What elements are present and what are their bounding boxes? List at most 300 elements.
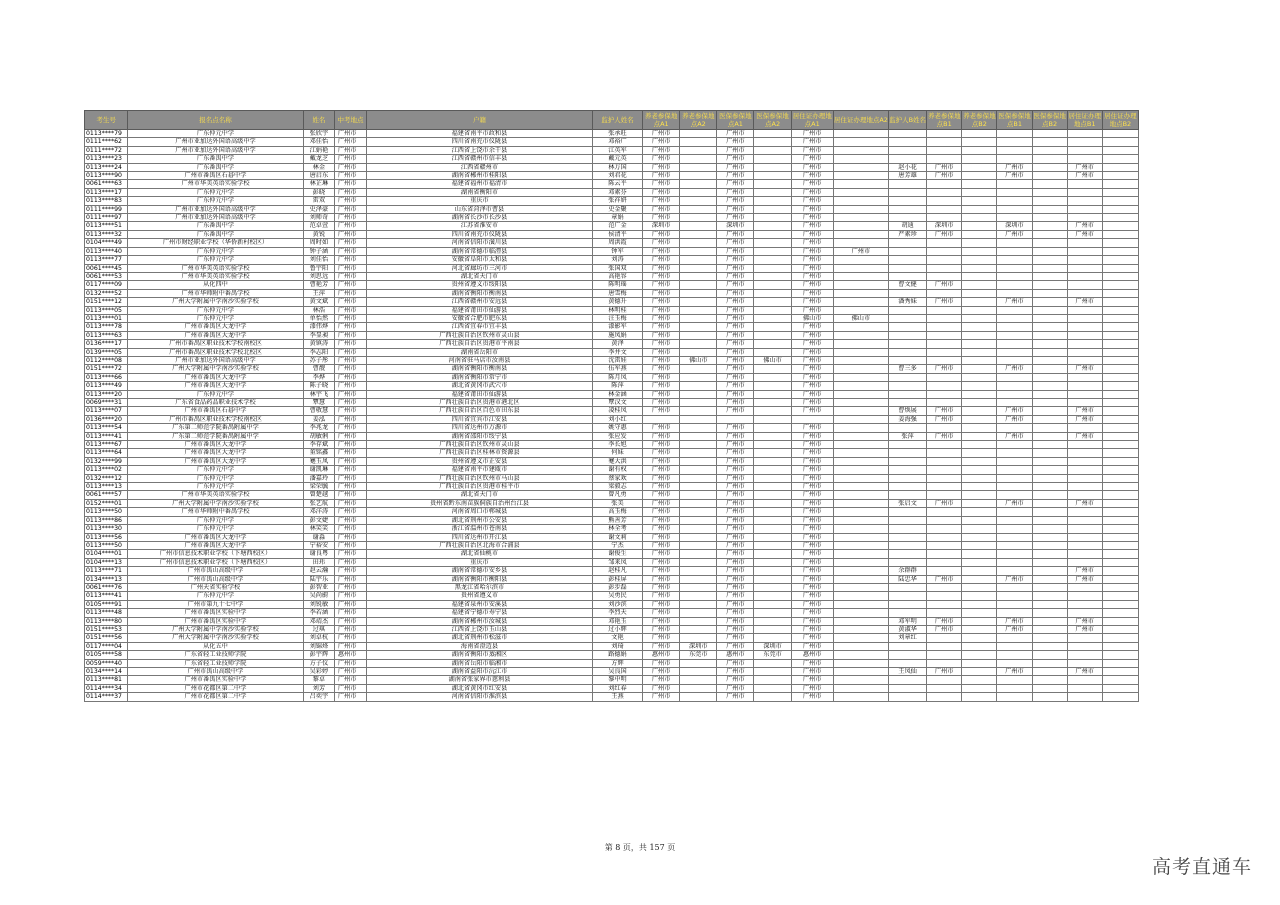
- table-cell: [754, 172, 791, 180]
- table-cell: [997, 651, 1032, 659]
- table-cell: [927, 272, 962, 280]
- table-cell: [1102, 592, 1138, 600]
- table-cell: [1102, 230, 1138, 238]
- table-cell: 广州市: [791, 499, 833, 507]
- table-cell: [1032, 331, 1067, 339]
- table-cell: [997, 592, 1032, 600]
- table-cell: 广州大学附属中学南沙实验学校: [128, 625, 304, 633]
- table-cell: [997, 331, 1032, 339]
- table-cell: [1067, 390, 1102, 398]
- table-cell: 广州市: [717, 625, 754, 633]
- table-cell: 刘章红: [888, 634, 926, 642]
- table-cell: [927, 609, 962, 617]
- table-cell: [680, 415, 717, 423]
- table-cell: 张萍: [888, 432, 926, 440]
- table-cell: 广州市: [643, 609, 680, 617]
- table-cell: 广州市: [791, 399, 833, 407]
- table-cell: [754, 676, 791, 684]
- table-cell: [754, 264, 791, 272]
- table-cell: [754, 390, 791, 398]
- table-cell: 余群群: [888, 567, 926, 575]
- table-cell: 河南省信阳市淮滨县: [367, 693, 593, 701]
- table-cell: [1032, 306, 1067, 314]
- table-cell: 湖南省邵阳市绥宁县: [367, 432, 593, 440]
- table-cell: 广州市: [643, 356, 680, 364]
- table-cell: [1067, 676, 1102, 684]
- table-cell: [997, 600, 1032, 608]
- table-cell: 广州大学附属中学南沙实验学校: [128, 634, 304, 642]
- table-body: [85, 130, 1139, 702]
- table-cell: [754, 600, 791, 608]
- table-cell: [1032, 642, 1067, 650]
- table-cell: 广州市番禺区大龙中学: [128, 331, 304, 339]
- table-cell: 广州市: [791, 382, 833, 390]
- table-cell: 广州市: [791, 567, 833, 575]
- table-cell: 广州市: [791, 533, 833, 541]
- column-header: 居住证办理地点B1: [1068, 112, 1101, 128]
- table-cell: 广州市: [791, 583, 833, 591]
- table-cell: [888, 331, 926, 339]
- table-cell: 曾凡勇: [592, 491, 642, 499]
- table-cell: 湖南省常德市安乡县: [367, 567, 593, 575]
- table-cell: [680, 659, 717, 667]
- table-cell: [1032, 449, 1067, 457]
- table-cell: 0113****77: [85, 256, 128, 264]
- table-cell: [1067, 205, 1102, 213]
- table-cell: [962, 230, 997, 238]
- table-cell: [888, 180, 926, 188]
- table-cell: 伍军燕: [592, 365, 642, 373]
- table-cell: 广州市: [643, 214, 680, 222]
- table-cell: 广州市: [334, 314, 366, 322]
- table-cell: 广州市: [643, 197, 680, 205]
- table-cell: 广州市: [717, 600, 754, 608]
- table-cell: 0139****05: [85, 348, 128, 356]
- table-cell: 彭智亚: [303, 583, 334, 591]
- table-cell: 广州市: [717, 306, 754, 314]
- table-cell: [833, 239, 888, 247]
- table-cell: [1102, 264, 1138, 272]
- table-cell: 广州市华美英语实验学校: [128, 491, 304, 499]
- table-header-row: [85, 111, 1139, 130]
- table-row: [85, 348, 1139, 356]
- table-cell: 曹敬慧: [303, 407, 334, 415]
- table-cell: [1102, 180, 1138, 188]
- table-cell: [680, 575, 717, 583]
- table-cell: 吴尚蔚: [303, 592, 334, 600]
- table-cell: [927, 634, 962, 642]
- table-cell: 广州市: [717, 533, 754, 541]
- table-cell: 广州市: [791, 676, 833, 684]
- table-cell: [754, 424, 791, 432]
- table-row: [85, 289, 1139, 297]
- table-cell: 广州市: [717, 272, 754, 280]
- table-row: [85, 575, 1139, 583]
- table-row: [85, 356, 1139, 364]
- table-cell: [927, 541, 962, 549]
- table-cell: [1102, 457, 1138, 465]
- table-cell: [997, 516, 1032, 524]
- table-cell: 广东省食品药品职业技术学校: [128, 399, 304, 407]
- table-cell: [833, 634, 888, 642]
- table-cell: 张国双: [592, 264, 642, 272]
- table-cell: 0132****99: [85, 457, 128, 465]
- table-cell: 熊善芳: [592, 516, 642, 524]
- table-cell: [1032, 558, 1067, 566]
- table-cell: 史金聚: [592, 205, 642, 213]
- table-cell: 田玮: [303, 558, 334, 566]
- table-cell: 方辉: [592, 659, 642, 667]
- table-cell: [1032, 146, 1067, 154]
- table-cell: 广州市华美英语实验学校: [128, 180, 304, 188]
- table-cell: 湖南省岳阳市: [367, 348, 593, 356]
- table-cell: [997, 289, 1032, 297]
- table-cell: 广州市: [643, 483, 680, 491]
- table-cell: 广州市: [334, 298, 366, 306]
- table-cell: 邓洋涛: [303, 508, 334, 516]
- table-cell: 0113****50: [85, 508, 128, 516]
- table-cell: 从化四中: [128, 281, 304, 289]
- table-cell: 广州市: [791, 541, 833, 549]
- table-cell: [927, 516, 962, 524]
- table-cell: [997, 693, 1032, 701]
- table-cell: 广州市: [717, 256, 754, 264]
- table-cell: 方子仪: [303, 659, 334, 667]
- table-cell: [962, 197, 997, 205]
- table-cell: [791, 415, 833, 423]
- table-cell: [833, 508, 888, 516]
- table-cell: 广州市: [791, 575, 833, 583]
- table-cell: 广州市: [791, 289, 833, 297]
- table-row: [85, 441, 1139, 449]
- table-cell: [962, 525, 997, 533]
- table-cell: [833, 222, 888, 230]
- table-cell: 广州市: [643, 432, 680, 440]
- table-cell: [754, 205, 791, 213]
- table-cell: [833, 197, 888, 205]
- table-cell: [962, 331, 997, 339]
- table-row: [85, 247, 1139, 255]
- table-cell: 福建省宁德市寿宁县: [367, 609, 593, 617]
- table-cell: 广州市: [791, 348, 833, 356]
- table-cell: [997, 441, 1032, 449]
- table-cell: [1067, 642, 1102, 650]
- table-cell: 广州市: [791, 592, 833, 600]
- table-cell: [754, 533, 791, 541]
- table-cell: [1102, 399, 1138, 407]
- table-cell: 0105****58: [85, 651, 128, 659]
- table-cell: 广州市: [791, 323, 833, 331]
- table-cell: 彭步磊: [592, 583, 642, 591]
- table-cell: [833, 163, 888, 171]
- table-cell: [962, 130, 997, 138]
- table-cell: [927, 508, 962, 516]
- table-cell: 广州市: [334, 600, 366, 608]
- table-cell: [962, 172, 997, 180]
- table-cell: [833, 264, 888, 272]
- table-cell: [1032, 508, 1067, 516]
- table-cell: [962, 298, 997, 306]
- table-cell: [997, 541, 1032, 549]
- table-cell: 广东番禺中学: [128, 230, 304, 238]
- table-cell: [680, 239, 717, 247]
- table-cell: [1067, 197, 1102, 205]
- table-cell: [888, 130, 926, 138]
- table-cell: 广东仲元中学: [128, 474, 304, 482]
- table-cell: [754, 516, 791, 524]
- page-footer: 第 8 页，共 157 页: [604, 843, 676, 852]
- table-cell: 广州市: [334, 550, 366, 558]
- table-cell: 湖北省黄冈市红安县: [367, 684, 593, 692]
- table-cell: [680, 449, 717, 457]
- table-cell: [888, 609, 926, 617]
- table-cell: [1032, 298, 1067, 306]
- table-cell: 0113****79: [85, 130, 128, 138]
- table-cell: 湖北省天门市: [367, 491, 593, 499]
- table-cell: 姜泓: [303, 415, 334, 423]
- table-cell: [680, 256, 717, 264]
- table-cell: [962, 583, 997, 591]
- table-cell: 范广金: [592, 222, 642, 230]
- table-cell: 广州市: [643, 693, 680, 701]
- table-cell: [680, 172, 717, 180]
- table-cell: 0113****90: [85, 172, 128, 180]
- table-cell: [833, 625, 888, 633]
- table-cell: 0117****09: [85, 281, 128, 289]
- table-cell: [1102, 466, 1138, 474]
- table-cell: 0151****12: [85, 298, 128, 306]
- table-cell: [680, 155, 717, 163]
- table-cell: [1067, 239, 1102, 247]
- table-cell: [833, 146, 888, 154]
- table-cell: [833, 289, 888, 297]
- table-cell: 广州市: [334, 138, 366, 146]
- table-cell: 广州市: [717, 609, 754, 617]
- table-row: [85, 214, 1139, 222]
- table-cell: 广州市: [791, 558, 833, 566]
- table-cell: [962, 466, 997, 474]
- table-cell: 湖北省荆州市公安县: [367, 516, 593, 524]
- table-cell: 0151****72: [85, 365, 128, 373]
- table-cell: [1032, 256, 1067, 264]
- table-cell: 广州市番禺区大龙中学: [128, 441, 304, 449]
- table-cell: [833, 516, 888, 524]
- table-cell: 广西壮族自治区桂林市资源县: [367, 449, 593, 457]
- table-cell: 广州市: [334, 180, 366, 188]
- table-cell: [888, 516, 926, 524]
- table-cell: 广州市: [643, 634, 680, 642]
- table-cell: 广州市: [334, 684, 366, 692]
- table-cell: [1032, 172, 1067, 180]
- table-cell: 广州市: [334, 668, 366, 676]
- table-cell: [962, 390, 997, 398]
- table-cell: 深圳市: [643, 222, 680, 230]
- table-cell: [1067, 541, 1102, 549]
- table-cell: [1032, 365, 1067, 373]
- table-cell: [680, 457, 717, 465]
- table-cell: [1032, 659, 1067, 667]
- table-cell: 广州市: [334, 382, 366, 390]
- table-cell: 广西壮族自治区钦州市灵山县: [367, 331, 593, 339]
- table-cell: [1032, 466, 1067, 474]
- table-cell: 谢文莉: [592, 533, 642, 541]
- table-cell: [1032, 550, 1067, 558]
- table-cell: 0113****49: [85, 382, 128, 390]
- table-cell: 林明桂: [592, 306, 642, 314]
- table-cell: 李志阳: [303, 348, 334, 356]
- table-cell: 彭宇辉: [303, 651, 334, 659]
- table-cell: 潘秀妹: [888, 298, 926, 306]
- table-cell: 广州市: [334, 373, 366, 381]
- table-cell: 广州市: [717, 163, 754, 171]
- table-cell: 广州天省实验学校: [128, 583, 304, 591]
- table-cell: [888, 306, 926, 314]
- table-cell: [833, 457, 888, 465]
- table-row: [85, 491, 1139, 499]
- table-cell: 广州市: [334, 340, 366, 348]
- table-cell: [680, 230, 717, 238]
- table-cell: [833, 592, 888, 600]
- table-cell: [1032, 592, 1067, 600]
- table-cell: 广州市: [334, 407, 366, 415]
- table-cell: [927, 390, 962, 398]
- table-cell: [1032, 407, 1067, 415]
- table-cell: [1102, 323, 1138, 331]
- table-cell: [754, 281, 791, 289]
- table-cell: [927, 651, 962, 659]
- table-cell: 0113****17: [85, 188, 128, 196]
- table-cell: [962, 558, 997, 566]
- table-cell: [927, 684, 962, 692]
- table-cell: [962, 441, 997, 449]
- table-cell: [1067, 441, 1102, 449]
- table-cell: [833, 348, 888, 356]
- table-cell: [754, 256, 791, 264]
- table-cell: 江英军: [592, 146, 642, 154]
- table-row: [85, 365, 1139, 373]
- table-cell: [962, 491, 997, 499]
- table-cell: [1032, 424, 1067, 432]
- table-cell: 邓军明: [888, 617, 926, 625]
- table-cell: [680, 441, 717, 449]
- table-cell: 广州市: [643, 323, 680, 331]
- table-cell: [927, 642, 962, 650]
- table-cell: [754, 693, 791, 701]
- table-cell: 0059****40: [85, 659, 128, 667]
- table-cell: [1102, 172, 1138, 180]
- table-cell: [833, 390, 888, 398]
- table-cell: 广州市: [791, 138, 833, 146]
- table-cell: 0152****01: [85, 499, 128, 507]
- table-cell: 广州市: [643, 340, 680, 348]
- table-cell: [888, 146, 926, 154]
- table-row: [85, 230, 1139, 238]
- table-cell: 宁裕安: [303, 541, 334, 549]
- table-cell: [1067, 256, 1102, 264]
- table-cell: [888, 466, 926, 474]
- table-cell: [1032, 600, 1067, 608]
- table-cell: [927, 550, 962, 558]
- table-cell: [927, 474, 962, 482]
- table-cell: [1032, 457, 1067, 465]
- table-cell: 河北省廊坊市三河市: [367, 264, 593, 272]
- table-row: [85, 457, 1139, 465]
- table-cell: [754, 340, 791, 348]
- table-cell: 广州市番禺区职业技术学校北校区: [128, 348, 304, 356]
- table-cell: 广州市: [791, 390, 833, 398]
- table-cell: [680, 188, 717, 196]
- table-cell: 广东省轻工业技师学院: [128, 651, 304, 659]
- table-cell: 广州市: [643, 146, 680, 154]
- table-cell: [754, 180, 791, 188]
- table-cell: [680, 567, 717, 575]
- table-cell: 0113****48: [85, 609, 128, 617]
- table-cell: [680, 348, 717, 356]
- table-cell: [833, 441, 888, 449]
- table-cell: 0113****63: [85, 331, 128, 339]
- table-cell: 林万国: [592, 163, 642, 171]
- table-cell: 惠州市: [791, 651, 833, 659]
- table-cell: 0113****41: [85, 432, 128, 440]
- table-cell: [962, 365, 997, 373]
- table-cell: [1032, 382, 1067, 390]
- table-cell: 广州市: [717, 558, 754, 566]
- table-cell: 广州市: [717, 432, 754, 440]
- table-cell: [754, 625, 791, 633]
- table-cell: 广州市: [791, 449, 833, 457]
- table-cell: [754, 415, 791, 423]
- table-cell: 唐启东: [303, 172, 334, 180]
- table-row: [85, 197, 1139, 205]
- table-cell: [680, 390, 717, 398]
- table-cell: [962, 508, 997, 516]
- table-cell: [1102, 525, 1138, 533]
- table-cell: [888, 239, 926, 247]
- table-cell: [754, 583, 791, 591]
- table-cell: 广州市: [997, 575, 1032, 583]
- table-cell: [927, 466, 962, 474]
- table-cell: 湖南省郴州市桂阳县: [367, 172, 593, 180]
- table-cell: 沈雷娃: [592, 356, 642, 364]
- table-cell: [1102, 575, 1138, 583]
- table-cell: 严素珍: [888, 230, 926, 238]
- table-row: [85, 331, 1139, 339]
- table-cell: [888, 340, 926, 348]
- table-cell: 广州市: [997, 298, 1032, 306]
- table-cell: [1067, 146, 1102, 154]
- table-cell: [888, 138, 926, 146]
- table-cell: [1102, 205, 1138, 213]
- table-cell: 广州市: [334, 583, 366, 591]
- table-cell: 凌桂凤: [592, 407, 642, 415]
- table-cell: 0113****32: [85, 230, 128, 238]
- table-cell: 广东第二师范学院番禺附属中学: [128, 424, 304, 432]
- table-cell: 范卓萱: [303, 222, 334, 230]
- table-cell: [1067, 474, 1102, 482]
- table-cell: 0134****13: [85, 575, 128, 583]
- table-cell: 陈云平: [592, 180, 642, 188]
- table-cell: [1102, 668, 1138, 676]
- column-header: 监护人姓名: [592, 111, 642, 130]
- column-header: 居住证办理地点A2: [833, 111, 888, 130]
- table-cell: 广州市番禺区石碁中学: [128, 172, 304, 180]
- table-cell: 广州市番禺区大龙中学: [128, 373, 304, 381]
- table-cell: 黄锐: [303, 230, 334, 238]
- table-cell: 广州市: [717, 348, 754, 356]
- table-cell: 贵州省遵义市正安县: [367, 457, 593, 465]
- table-cell: 胡敏俐: [303, 432, 334, 440]
- column-header: 医保参保地点B2: [1033, 112, 1066, 128]
